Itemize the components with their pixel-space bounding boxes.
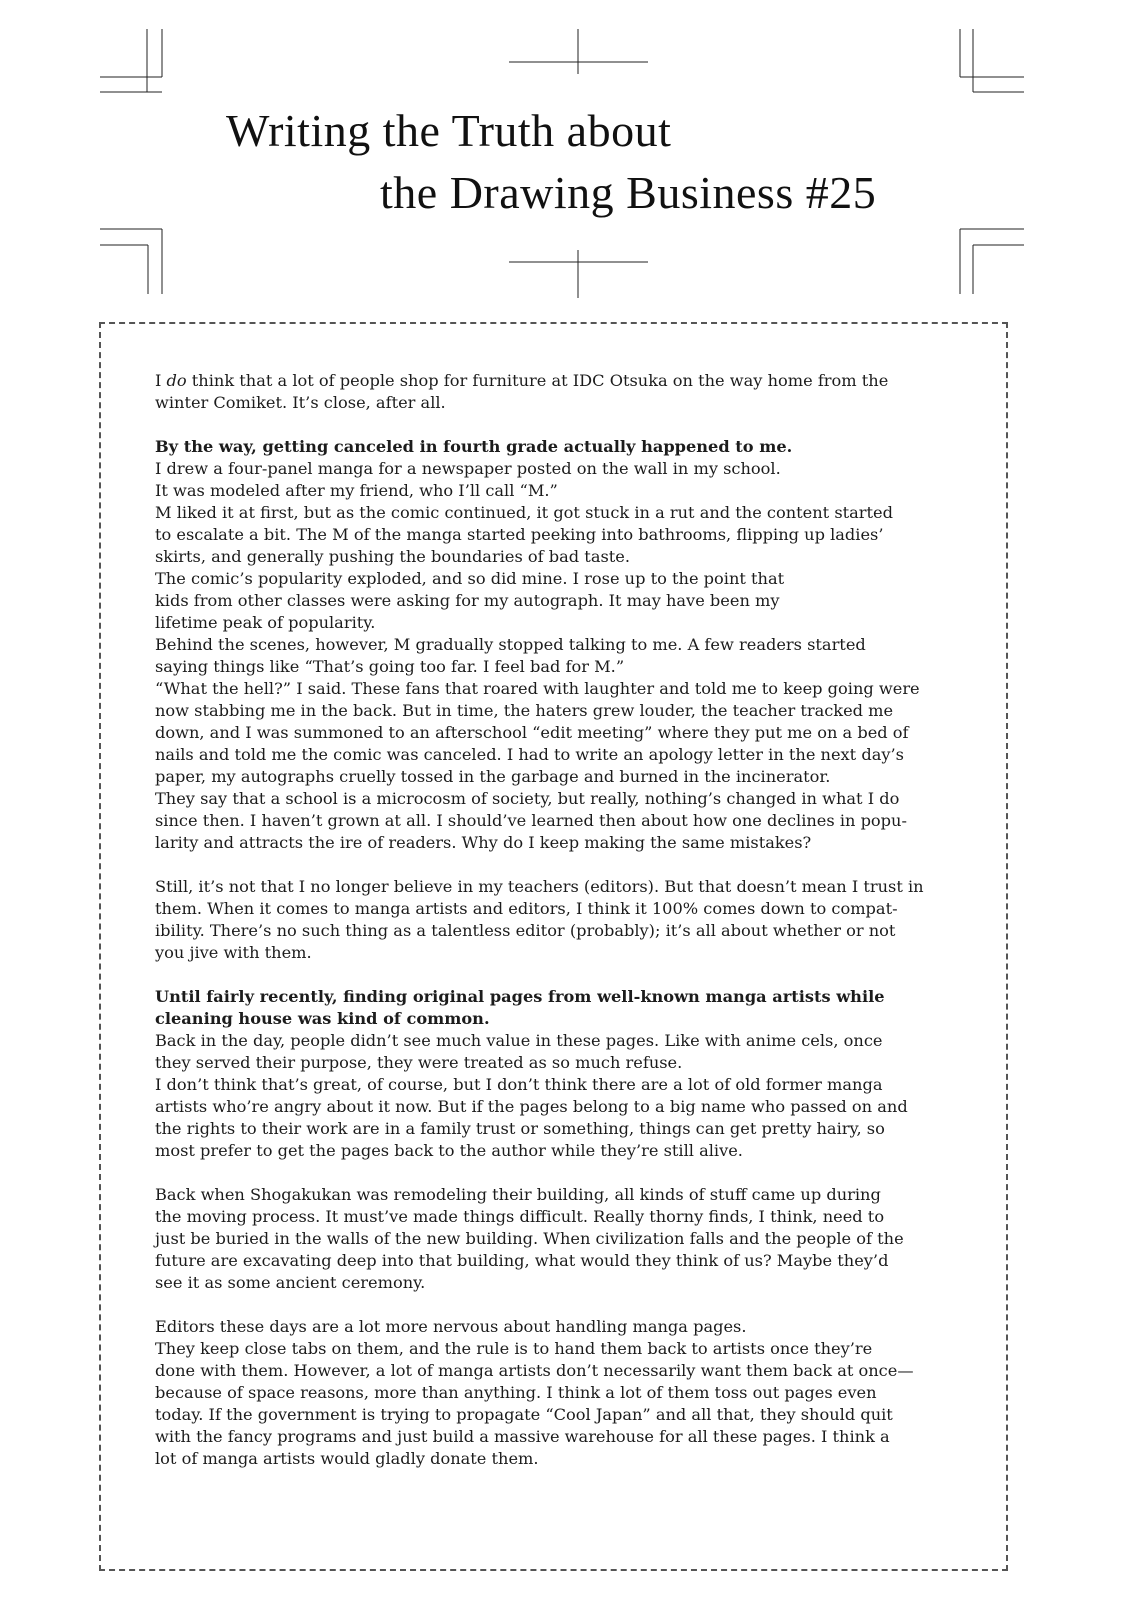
text-line: now stabbing me in the back. But in time, the haters grew louder, the teacher tracked me: [155, 701, 894, 720]
text-line: today. If the government is trying to propagate “Cool Japan” and all that, they should quit: [155, 1405, 893, 1424]
text-line: I drew a four-panel manga for a newspaper posted on the wall in my school.: [155, 459, 781, 478]
title-line-1: Writing the Truth about: [226, 105, 672, 156]
text-line: just be buried in the walls of the new building. When civilization falls and the people of the: [155, 1229, 904, 1248]
paragraph: [155, 1184, 970, 1294]
text-line: winter Comiket. It’s close, after all.: [155, 393, 446, 412]
text-line: Behind the scenes, however, M gradually stopped talking to me. A few readers started: [155, 635, 866, 654]
text-segment: I: [155, 371, 167, 390]
crop-mark-top-left: [100, 29, 162, 92]
bold-line: Until fairly recently, finding original pages from well-known manga artists while: [155, 987, 885, 1006]
text-line: down, and I was summoned to an afterschool “edit meeting” where they put me on a bed of: [155, 723, 909, 742]
text-line: ibility. There’s no such thing as a talentless editor (probably); it’s all about whether or not: [155, 921, 896, 940]
crop-mark-bottom-left: [100, 229, 162, 294]
essay-body: [155, 370, 970, 1492]
text-line: “What the hell?” I said. These fans that roared with laughter and told me to keep going were: [155, 679, 920, 698]
crop-mark-bottom-center: [509, 250, 648, 298]
text-line: artists who’re angry about it now. But if the pages belong to a big name who passed on and: [155, 1097, 908, 1116]
text-line: Still, it’s not that I no longer believe in my teachers (editors). But that doesn’t mean I trust in: [155, 877, 924, 896]
page-title: [0, 100, 1124, 224]
paragraph: [155, 370, 970, 414]
text-line: nails and told me the comic was canceled. I had to write an apology letter in the next day’s: [155, 745, 904, 764]
text-line: to escalate a bit. The M of the manga started peeking into bathrooms, flipping up ladies’: [155, 525, 884, 544]
text-line: Back when Shogakukan was remodeling their building, all kinds of stuff came up during: [155, 1185, 881, 1204]
text-line: them. When it comes to manga artists and editors, I think it 100% comes down to compat-: [155, 899, 898, 918]
text-line: the moving process. It must’ve made things difficult. Really thorny finds, I think, need to: [155, 1207, 885, 1226]
bold-line: By the way, getting canceled in fourth grade actually happened to me.: [155, 437, 793, 456]
text-line: skirts, and generally pushing the boundaries of bad taste.: [155, 547, 631, 566]
text-line: paper, my autographs cruelly tossed in the garbage and burned in the incinerator.: [155, 767, 831, 786]
text-line: since then. I haven’t grown at all. I should’ve learned then about how one declines in popu-: [155, 811, 907, 830]
text-line: Back in the day, people didn’t see much value in these pages. Like with anime cels, once: [155, 1031, 883, 1050]
text-line: done with them. However, a lot of manga artists don’t necessarily want them back at once—: [155, 1361, 914, 1380]
crop-mark-top-right: [960, 29, 1024, 92]
text-line: lot of manga artists would gladly donate them.: [155, 1449, 539, 1468]
text-line: future are excavating deep into that building, what would they think of us? Maybe they’d: [155, 1251, 889, 1270]
paragraph: [155, 986, 970, 1162]
text-line: It was modeled after my friend, who I’ll call “M.”: [155, 481, 558, 500]
text-line: with the fancy programs and just build a massive warehouse for all these pages. I think a: [155, 1427, 890, 1446]
paragraph: [155, 1316, 970, 1470]
bold-line: cleaning house was kind of common.: [155, 1009, 490, 1028]
text-line: they served their purpose, they were treated as so much refuse.: [155, 1053, 683, 1072]
text-line: M liked it at first, but as the comic continued, it got stuck in a rut and the content started: [155, 503, 893, 522]
text-line: The comic’s popularity exploded, and so did mine. I rose up to the point that: [155, 569, 785, 588]
crop-mark-top-center: [509, 29, 648, 74]
text-line: you jive with them.: [155, 943, 312, 962]
text-line: kids from other classes were asking for my autograph. It may have been my: [155, 591, 780, 610]
paragraph: [155, 436, 970, 854]
text-line: because of space reasons, more than anything. I think a lot of them toss out pages even: [155, 1383, 877, 1402]
text-segment: think that a lot of people shop for furniture at IDC Otsuka on the way home from the: [186, 371, 889, 390]
text-line: They keep close tabs on them, and the rule is to hand them back to artists once they’re: [155, 1339, 873, 1358]
text-line: lifetime peak of popularity.: [155, 613, 376, 632]
text-line: see it as some ancient ceremony.: [155, 1273, 426, 1292]
text-line: saying things like “That’s going too far. I feel bad for M.”: [155, 657, 625, 676]
title-line-2: the Drawing Business #25: [380, 167, 877, 218]
paragraph: [155, 876, 970, 964]
text-line: [155, 370, 970, 392]
emphasis: do: [166, 371, 187, 390]
text-line: most prefer to get the pages back to the author while they’re still alive.: [155, 1141, 743, 1160]
text-line: They say that a school is a microcosm of society, but really, nothing’s changed in what I do: [155, 789, 900, 808]
text-line: I don’t think that’s great, of course, but I don’t think there are a lot of old former manga: [155, 1075, 883, 1094]
text-line: larity and attracts the ire of readers. Why do I keep making the same mistakes?: [155, 833, 812, 852]
text-line: Editors these days are a lot more nervous about handling manga pages.: [155, 1317, 747, 1336]
crop-mark-bottom-right: [960, 229, 1024, 294]
text-line: the rights to their work are in a family trust or something, things can get pretty hairy, so: [155, 1119, 885, 1138]
